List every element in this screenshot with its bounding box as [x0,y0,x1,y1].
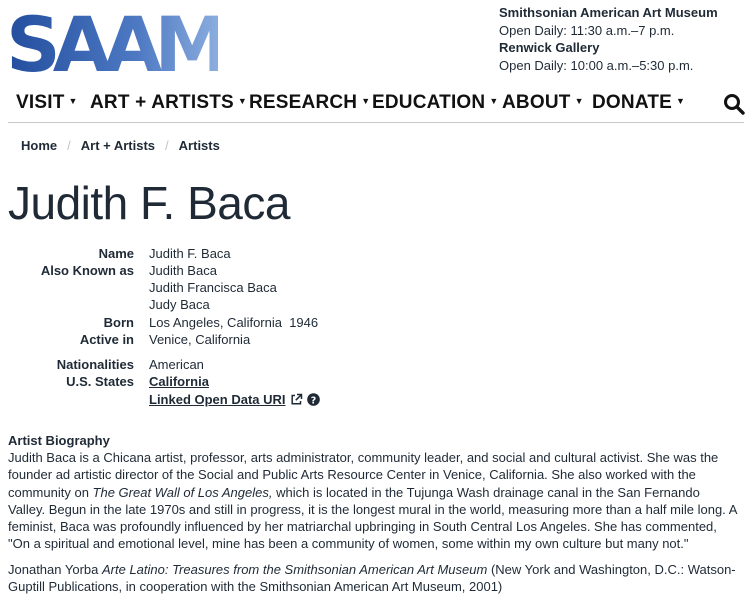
breadcrumb-separator: / [67,138,71,153]
fact-label: Active in [79,332,134,347]
page-title: Judith F. Baca [8,177,290,229]
fact-value: Judith F. Baca [149,246,231,261]
nav-label: EDUCATION [372,92,486,113]
saam-hours: Open Daily: 11:30 a.m.–7 p.m. [499,22,675,38]
chevron-down-icon: ▼ [237,95,247,106]
search-icon[interactable] [723,93,745,115]
breadcrumb-home[interactable]: Home [21,138,58,153]
nav-item-art-artists[interactable] [90,92,247,114]
fact-label: Also Known as [40,263,134,278]
artist-biography [8,432,738,552]
state-link-california[interactable]: California [149,374,209,389]
fact-value: American [149,357,204,372]
fact-value: Judy Baca [149,297,210,312]
museum-hours [499,4,718,74]
biography-text [8,449,738,552]
external-link-icon[interactable] [290,393,303,406]
saam-logo-graphic [8,8,218,74]
citation-title: Arte Latino: Treasures from the Smithsonian American Art Museum [101,562,488,577]
nav-item-research[interactable] [249,92,370,114]
logo-text: SAAM [8,8,218,74]
nav-item-donate[interactable] [592,92,685,114]
saam-name: Smithsonian American Art Museum [499,5,718,20]
biography-text-part: which is located in the Tujunga Wash drainage canal in the San Fernando Valley. Begun in the late 1970s and still in progress, it is the longest mural in the world, measuring more than a half mile long. A feminist, Baca was profoundly influenced by her matriarchal upbringing in South Central Los Angeles. She has commented, "On a spiritual and emotional level, mine has been a community of women, some within my own culture but many not." [8,484,737,552]
fact-label: Name [98,246,134,261]
svg-text:?: ? [310,395,316,406]
renwick-hours: Open Daily: 10:00 a.m.–5:30 p.m. [499,57,694,73]
nav-label: RESEARCH [249,92,358,113]
fact-value: Judith Baca [149,263,217,278]
renwick-name: Renwick Gallery [499,40,600,55]
fact-value: Judith Francisca Baca [149,280,277,295]
nav-label: VISIT [16,92,65,113]
chevron-down-icon: ▼ [68,95,78,106]
fact-value [149,391,320,408]
biography-text-part: Judith Baca is a Chicana artist, professor, arts administrator, community leader, and social and cultural activist. She was the founder ad artistic director of the Social and Public Arts Resource Center in Venice, California. She also worked with the community on [8,450,719,500]
question-circle-icon[interactable] [307,393,320,406]
nav-divider [8,122,744,123]
nav-label: DONATE [592,92,673,113]
nav-label: ART + ARTISTS [90,92,234,113]
nav-label: ABOUT [502,92,571,113]
citation-author: Jonathan Yorba [8,562,102,577]
chevron-down-icon: ▼ [489,95,499,106]
nav-item-about[interactable] [502,92,584,114]
fact-value [149,373,209,390]
breadcrumb-art-artists[interactable]: Art + Artists [80,138,156,153]
biography-heading: Artist Biography [8,433,110,448]
saam-logo[interactable] [8,8,218,74]
breadcrumb-separator: / [165,138,169,153]
linked-open-data-link[interactable]: Linked Open Data URI [149,392,286,407]
fact-label: Nationalities [56,357,134,372]
nav-item-education[interactable] [372,92,498,114]
fact-value: Los Angeles, California 1946 [149,315,319,330]
fact-value: Venice, California [149,332,251,347]
citation-publisher: (New York and Washington, D.C.: Watson-Guptill Publications, in cooperation with the Smithsonian American Art Museum, 2001) [8,562,736,595]
main-nav [0,88,745,122]
nav-item-visit[interactable] [16,92,78,114]
chevron-down-icon: ▼ [676,95,686,106]
biography-artwork-title: The Great Wall of Los Angeles, [92,484,273,500]
breadcrumb [21,138,220,153]
chevron-down-icon: ▼ [574,95,584,106]
biography-citation [8,561,738,595]
fact-label: U.S. States [66,374,134,389]
fact-label: Born [103,315,134,330]
breadcrumb-artists[interactable]: Artists [178,138,220,153]
chevron-down-icon: ▼ [361,95,371,106]
